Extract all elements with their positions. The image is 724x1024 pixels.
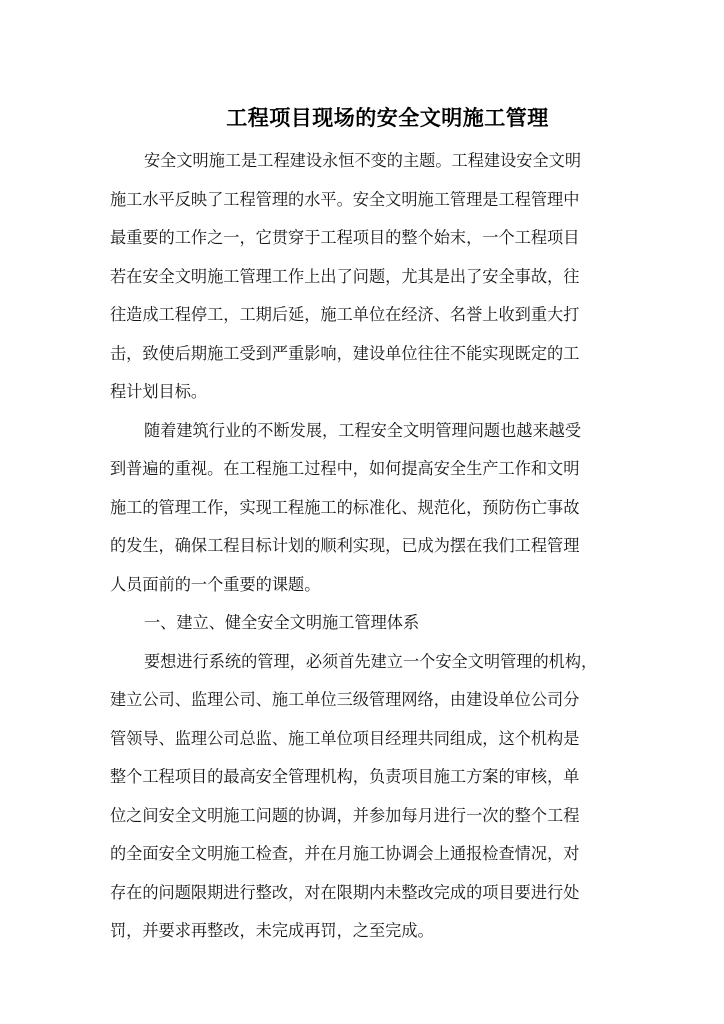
paragraph-line: 罚，并要求再整改，未完成再罚，之至完成。 <box>110 921 434 940</box>
paragraph-line: 施工的管理工作，实现工程施工的标准化、规范化，预防伤亡事故 <box>110 497 580 517</box>
paragraph-line: 随着建筑行业的不断发展，工程安全文明管理问题也越来越受 <box>144 420 582 440</box>
paragraph-line: 到普遍的重视。在工程施工过程中，如何提高安全生产工作和文明 <box>110 459 580 478</box>
document-title: 工程项目现场的安全文明施工管理 <box>226 105 549 130</box>
paragraph-line: 存在的问题限期进行整改，对在限期内未整改完成的项目要进行处 <box>110 882 580 902</box>
paragraph-line: 管领导、监理公司总监、施工单位项目经理共同组成，这个机构是 <box>110 728 580 748</box>
paragraph-line: 击，致使后期施工受到严重影响，建设单位往往不能实现既定的工 <box>110 343 580 363</box>
paragraph-line: 建立公司、监理公司、施工单位三级管理网络，由建设单位公司分 <box>110 690 580 709</box>
paragraph-line: 往造成工程停工，工期后延，施工单位在经济、名誉上收到重大打 <box>110 305 580 324</box>
paragraph-line: 安全文明施工是工程建设永恒不变的主题。工程建设安全文明 <box>144 151 582 170</box>
paragraph-line: 要想进行系统的管理，必须首先建立一个安全文明管理的机构， <box>144 651 598 671</box>
paragraph-line: 最重要的工作之一，它贯穿于工程项目的整个始末，一个工程项目 <box>110 228 580 247</box>
paragraph-line: 整个工程项目的最高安全管理机构，负责项目施工方案的审核，单 <box>110 767 580 786</box>
paragraph-line: 位之间安全文明施工问题的协调，并参加每月进行一次的整个工程 <box>110 805 580 825</box>
paragraph-line: 的发生，确保工程目标计划的顺利实现，已成为摆在我们工程管理 <box>110 536 580 555</box>
paragraph-line: 程计划目标。 <box>110 382 208 401</box>
paragraph-line: 的全面安全文明施工检查，并在月施工协调会上通报检查情况，对 <box>110 844 580 863</box>
paragraph-line: 若在安全文明施工管理工作上出了问题，尤其是出了安全事故，往 <box>110 266 580 286</box>
paragraph-line: 人员面前的一个重要的课题。 <box>110 574 321 594</box>
document-body <box>110 142 610 951</box>
section-heading: 一、建立、健全安全文明施工管理体系 <box>144 613 420 632</box>
paragraph-line: 施工水平反映了工程管理的水平。安全文明施工管理是工程管理中 <box>110 189 580 209</box>
